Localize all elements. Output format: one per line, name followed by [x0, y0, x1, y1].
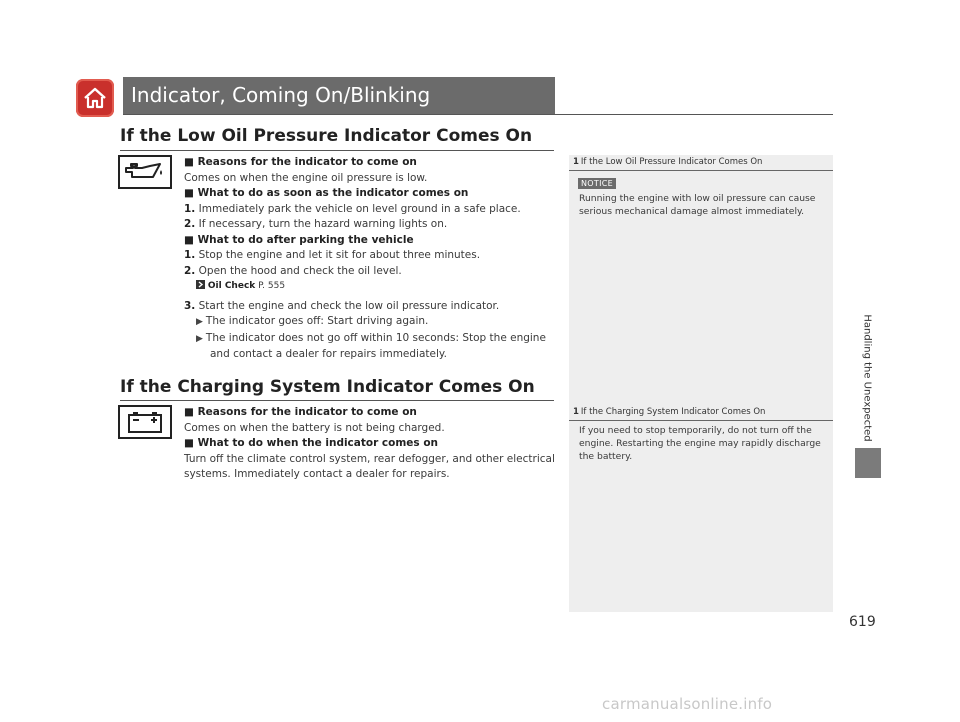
step: 3. Start the engine and check the low oil pressure indicator. — [184, 299, 500, 312]
section-title-charging: If the Charging System Indicator Comes On — [120, 377, 535, 397]
chapter-label: Handling the Unexpected — [861, 314, 873, 442]
result-item-continued: and contact a dealer for repairs immediately. — [210, 348, 447, 360]
cross-reference-link[interactable]: Oil Check P. 555 — [184, 279, 554, 295]
subheading: ■ What to do when the indicator comes on — [184, 437, 439, 449]
page-title: Indicator, Coming On/Blinking — [123, 77, 555, 114]
oil-instructions — [184, 155, 554, 363]
home-button[interactable] — [76, 79, 114, 117]
notes-sidebar — [569, 155, 833, 612]
note-heading-oil: 1 If the Low Oil Pressure Indicator Comes On — [569, 157, 833, 171]
chapter-tab[interactable] — [855, 448, 881, 478]
note-marker-icon: 1 — [573, 407, 579, 417]
subheading: ■ Reasons for the indicator to come on — [184, 406, 417, 418]
triangle-bullet-icon: ▶ — [196, 317, 203, 327]
oil-can-icon — [118, 155, 172, 189]
reference-arrow-icon — [196, 280, 205, 289]
section-title-oil: If the Low Oil Pressure Indicator Comes On — [120, 126, 533, 146]
title-divider — [123, 114, 833, 115]
subheading: ■ Reasons for the indicator to come on — [184, 156, 417, 168]
subheading: ■ What to do as soon as the indicator comes on — [184, 187, 469, 199]
result-item: ▶ The indicator does not go off within 10 seconds: Stop the engine — [196, 331, 546, 344]
step: 2. If necessary, turn the hazard warning lights on. — [184, 218, 448, 230]
note-text-oil: Running the engine with low oil pressure can cause serious mechanical damage almost immediately. — [579, 193, 816, 217]
step: 1. Stop the engine and let it sit for about three minutes. — [184, 249, 481, 261]
charging-instructions — [184, 405, 554, 483]
triangle-bullet-icon: ▶ — [196, 333, 203, 344]
charging-indicator-box — [118, 405, 172, 443]
step: 2. Open the hood and check the oil level. — [184, 264, 402, 277]
notice-badge: NOTICE — [578, 178, 616, 189]
subheading: ■ What to do after parking the vehicle — [184, 233, 414, 246]
section-divider-oil — [120, 150, 554, 151]
oil-indicator-box — [118, 155, 172, 193]
step: 1. Immediately park the vehicle on level ground in a safe place. — [184, 202, 521, 215]
note-text-charging: If you need to stop temporarily, do not turn off the engine. Restarting the engine may rapidly discharge the battery. — [579, 425, 821, 462]
page-number: 619 — [849, 614, 876, 630]
result-item: ▶ The indicator goes off: Start driving again. — [196, 315, 429, 327]
note-heading-charging: 1 If the Charging System Indicator Comes On — [569, 407, 833, 421]
paragraph: systems. Immediately contact a dealer for repairs. — [184, 468, 450, 480]
note-marker-icon: 1 — [573, 157, 579, 167]
watermark: carmanualsonline.info — [602, 695, 773, 713]
battery-icon — [118, 405, 172, 439]
paragraph: Turn off the climate control system, rear defogger, and other electrical — [184, 452, 555, 465]
paragraph: Comes on when the battery is not being charged. — [184, 421, 445, 434]
home-icon — [82, 86, 108, 110]
paragraph: Comes on when the engine oil pressure is low. — [184, 171, 428, 184]
section-divider-charging — [120, 400, 554, 401]
